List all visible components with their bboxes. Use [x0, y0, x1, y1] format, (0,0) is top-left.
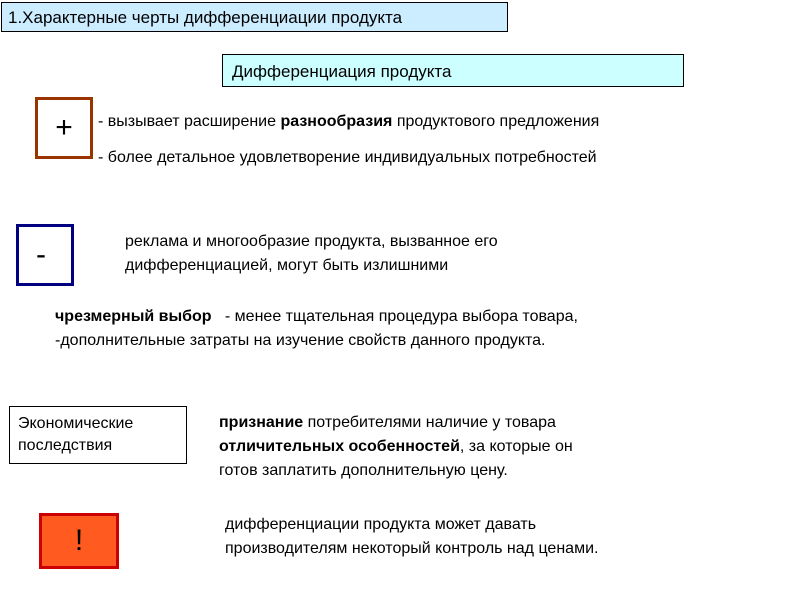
exclaim-line-1: дифференциации продукта может давать: [225, 516, 537, 533]
choice-line-1: [55, 305, 578, 329]
plus-line-1-bold: разнообразия: [280, 113, 393, 130]
section-heading: Дифференциация продукта: [222, 54, 684, 87]
economic-line-1: [219, 411, 573, 435]
plus-line-1-suffix: продуктового предложения: [396, 113, 600, 130]
plus-line-2: - более детальное удовлетворение индивидуальных потребностей: [98, 149, 597, 166]
economic-line-1-bold: признание: [219, 414, 304, 431]
exclaim-line-2: производителям некоторый контроль над ценами.: [225, 540, 599, 557]
plus-line-1: [98, 113, 599, 131]
choice-bold: чрезмерный выбор: [55, 308, 212, 325]
economic-text: [219, 411, 573, 483]
plus-box: +: [35, 97, 93, 159]
economic-line-2-rest: , за которые он: [459, 438, 573, 455]
minus-line-1: реклама и многообразие продукта, вызванное его: [125, 233, 498, 250]
page-title: 1.Характерные черты дифференциации продукта: [1, 2, 508, 32]
minus-line-2: дифференциацией, могут быть излишними: [125, 257, 449, 274]
exclamation-box: !: [39, 513, 119, 569]
choice-text: [55, 305, 578, 353]
economic-label-line-1: Экономические: [18, 415, 134, 432]
plus-line-1-prefix: - вызывает расширение: [98, 113, 277, 130]
minus-box: -: [16, 224, 74, 286]
exclaim-text: [225, 513, 598, 561]
choice-line-1-rest: - менее тщательная процедура выбора товара,: [224, 308, 578, 325]
economic-label-line-2: последствия: [18, 437, 113, 454]
economic-line-2-bold: отличительных особенностей: [219, 438, 460, 455]
minus-text: [125, 230, 498, 278]
economic-line-3: готов заплатить дополнительную цену.: [219, 462, 508, 479]
economic-label-box: [9, 406, 187, 464]
economic-line-1-rest: потребителями наличие у товара: [307, 414, 556, 431]
economic-line-2: [219, 435, 573, 459]
choice-line-2: -дополнительные затраты на изучение свойств данного продукта.: [55, 332, 546, 349]
